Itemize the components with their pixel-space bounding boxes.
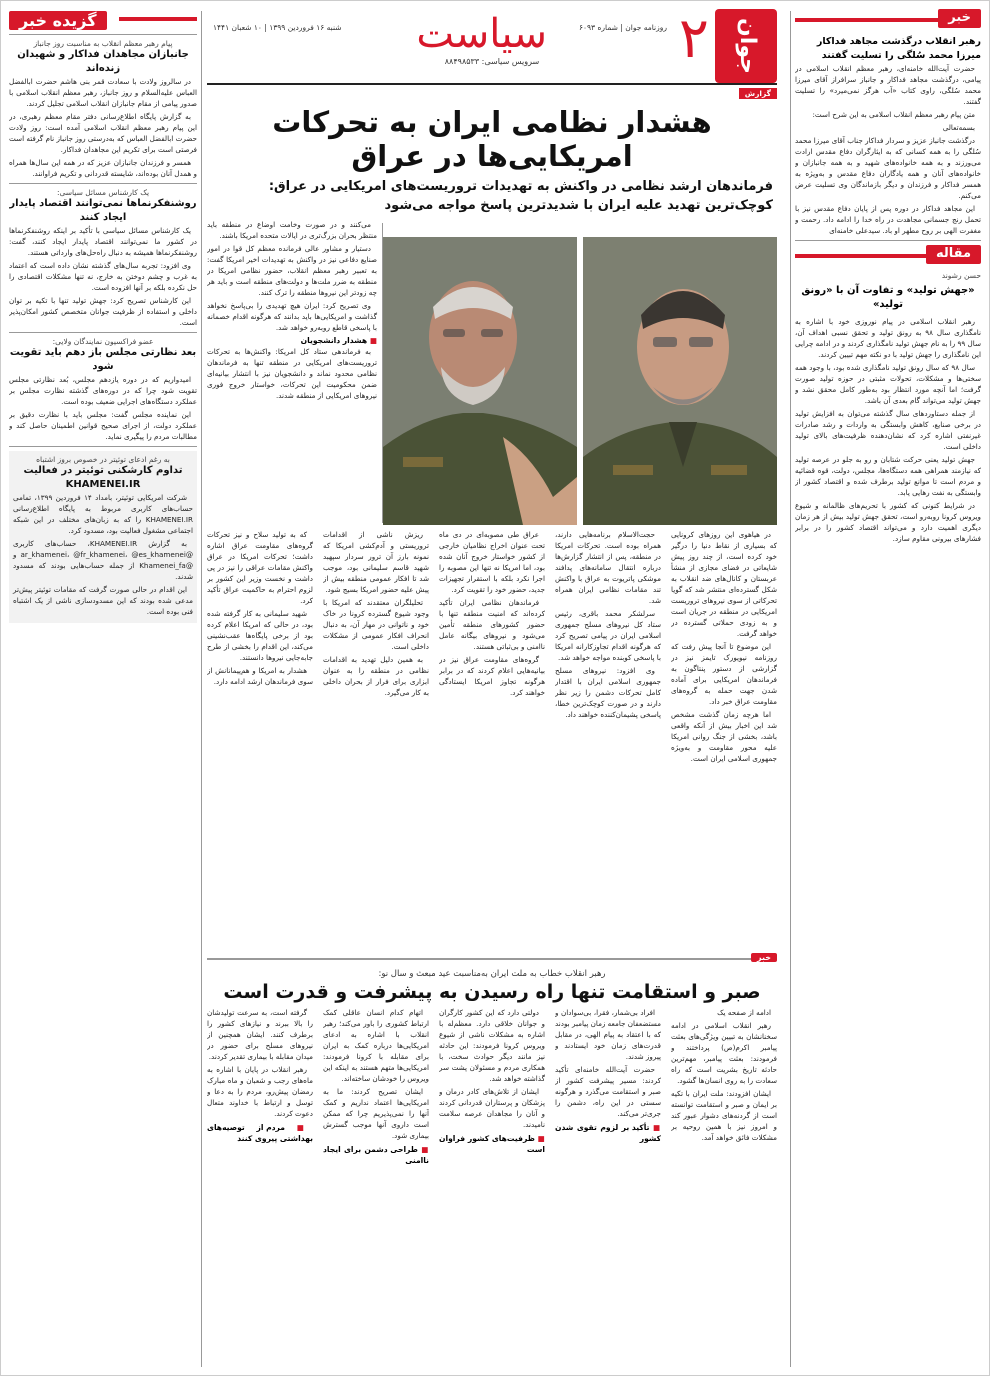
paragraph: سال ۹۸ که سال رونق تولید نامگذاری شده بود، با وجود همه سختی‌ها و مشکلات، تحولات مثبتی در حوزه تولید صورت گرفت؛ اما آنچه مورد انتظار بود به‌طور کامل محقق نشد و جهش تولید می‌تواند گام بعدی آن باشد. <box>795 363 981 405</box>
paragraph: درگذشت جانباز عزیز و سردار فداکار جناب آقای میرزا محمد سُلگی را به همه کسانی که به ایثارگران دفاع مقدس ارادت می‌ورزند و به همه خانواده‌های شهید و به همه جانبازان و خانواده‌های آنان و همه یادگاران دفاع مقدس و به‌ویژه به همسر فداکار و فرزندان و دیگر بازماندگان وی تسلیت عرض می‌کنم. <box>795 136 981 200</box>
paragraph: رهبر انقلاب اسلامی در پیام نوروزی خود با اشاره به نامگذاری سال ۹۸ به رونق تولید و تحقق نسبی اهداف آن، سال ۹۹ را به نام جهش تولید نامگذاری کردند و در ادامه چرایی این نامگذاری را جهش تولید با دو نکته مهم تبیین کردند. <box>795 317 981 359</box>
paragraph: می‌کنند و در صورت وخامت اوضاع در منطقه باید منتظر بحران بزرگ‌تری در ایالات متحده امریکا باشند. <box>207 220 377 240</box>
section-label: مقاله <box>926 245 981 264</box>
paragraph: یک کارشناس مسائل سیاسی با تأکید بر اینکه روشنفکرنماها در کشور ما نمی‌توانند اقتصاد پایدار ایجاد کنند، گفت: روشنفکرنماها همیشه به دنبال راه‌حل‌های وارداتی هستند. <box>9 226 197 257</box>
story-column <box>555 1007 661 1369</box>
paragraph: ایشان تصریح کردند: ما به امریکایی‌ها اعتماد نداریم و کمک آنها را نمی‌پذیریم چرا که ممکن است داروی آنها موجب گسترش بیماری شود. <box>323 1087 429 1140</box>
news-kicker: یک کارشناس مسائل سیاسی: <box>56 188 150 197</box>
news-title: تداوم کارشکنی توئیتر در فعالیت KHAMENEI.IR <box>23 465 183 490</box>
story-column <box>323 529 429 947</box>
paragraph: در هیاهوی این روزهای کرونایی که بسیاری از نقاط دنیا را درگیر خود کرده است، از چند روز پیش شایعاتی در فضای مجازی از منشأ عربستان و کانال‌های ضد انقلاب به شکل گسترده‌ای منتشر شد که گویا تحرکاتی از سوی نیروهای تروریست امریکایی در منطقه در جریان است و به زودی حملاتی گسترده در خواهد گرفت. <box>671 530 777 638</box>
subhead: ■ ظرفیت‌های کشور فراوان است <box>439 1133 545 1155</box>
column-divider <box>790 11 791 1367</box>
story-column <box>207 529 313 947</box>
subhead: ■ تأکید بر لزوم تقوی شدن کشور <box>555 1122 661 1144</box>
news-body <box>9 76 197 179</box>
paragraph: فرماندهان نظامی ایران تأکید کرده‌اند که امنیت منطقه تنها با حضور کشورهای منطقه تأمین می‌شود و نیروهای بیگانه عامل ناامنی و بی‌ثباتی هستند. <box>439 598 545 651</box>
paragraph: بسمه‌تعالی <box>942 123 975 132</box>
author-name: حسن رشوند <box>941 271 981 280</box>
paragraph: به گزارش پایگاه اطلاع‌رسانی دفتر مقام معظم رهبری، در این پیام رهبر معظم انقلاب اسلامی آمده است: روز ولادت حضرت ابالفضل العباس که به‌درستی روز جانباز نام گرفته است فرصتی است برای تکریم این مجاهدان فداکار. <box>9 112 197 154</box>
paragraph: که به تولید سلاح و نیز تحرکات گروه‌های مقاومت عراق اشاره داشت؛ تحرکات امریکا در عراق واکنش مقامات عراقی را نیز در پی داشت و نخست وزیر این کشور بر لزوم احترام به حاکمیت عراق تأکید کرد. <box>207 530 313 605</box>
paragraph: حضرت آیت‌الله خامنه‌ای، رهبر معظم انقلاب اسلامی در پیامی، درگذشت مجاهد فداکار و جانباز سرافراز آقای میرزا محمد سُلگی، راوی کتاب «آب هرگز نمی‌میرد» را تسلیت گفتند. <box>795 64 981 106</box>
paragraph: از جمله دستاوردهای سال گذشته می‌توان به افزایش تولید در برخی صنایع، کاهش وابستگی به واردات و رشد صادرات غیرنفتی اشاره کرد که نشان‌دهنده ظرفیت‌های بالای تولید داخلی است. <box>795 409 981 451</box>
paragraph: متن پیام رهبر معظم انقلاب اسلامی به این شرح است: <box>812 110 975 119</box>
paragraph: حضرت آیت‌الله خامنه‌ای تأکید کردند: مسیر پیشرفت کشور از صبر و استقامت می‌گذرد و هرگونه سستی در این راه، دشمن را جری‌تر می‌کند. <box>555 1065 661 1118</box>
news-title: جانبازان مجاهدان فداکار و شهیدان زنده‌اند <box>17 49 189 74</box>
center-column <box>207 9 777 1369</box>
report-tag: گزارش <box>739 88 777 99</box>
paragraph: این کارشناس تصریح کرد: جهش تولید تنها با تکیه بر توان داخلی و استفاده از ظرفیت جوانان متخصص کشور امکان‌پذیر است. <box>9 296 197 327</box>
news-title: بعد نظارتی مجلس باز دهم باید تقویت شود <box>9 347 197 372</box>
paragraph: ایشان افزودند: ملت ایران با تکیه بر ایمان و صبر و استقامت توانسته است از گردنه‌های دشوار عبور کند و امروز نیز با همین روحیه بر مشکلات فائق خواهد آمد. <box>671 1089 777 1142</box>
issue-info: روزنامه جوان | شماره ۶۰۹۳ <box>578 23 667 32</box>
paragraph: وی افزود: نیروهای مسلح جمهوری اسلامی ایران با اقتدار کامل تحرکات دشمن را زیر نظر دارند و در صورت کوچک‌ترین خطا، پاسخی پشیمان‌کننده خواهند داد. <box>555 666 661 719</box>
lead-story-columns <box>207 529 777 947</box>
story-column <box>323 1007 429 1369</box>
paragraph: رهبر انقلاب اسلامی در ادامه سخنانشان به تبیین ویژگی‌های بعثت پیامبر اکرم(ص) پرداختند و فرمودند: بعثت پیامبر، مهم‌ترین حادثه تاریخ بشریت است که راه سعادت را به روی انسان‌ها گشود. <box>671 1021 777 1085</box>
section-label: گزیده خبر <box>9 11 107 30</box>
subheadline-2: کوچک‌ترین تهدید علیه ایران با شدیدترین پاسخ مواجه می‌شود <box>384 198 773 213</box>
bottom-story-tag: خبر <box>207 953 777 967</box>
story-column <box>207 1007 313 1369</box>
news-section-header <box>795 9 981 31</box>
news-kicker: به رغم ادعای توئیتر در خصوص بروز اشتباه <box>36 455 170 464</box>
issue-date: شنبه ۱۶ فروردین ۱۳۹۹ | ۱۰ شعبان ۱۴۴۱ <box>213 23 342 32</box>
paragraph: در سالروز ولادت با سعادت قمر بنی هاشم حضرت ابالفضل العباس علیه‌السلام و روز جانباز، رهبر معظم انقلاب اسلامی با صدور پیامی از مقام جانبازان انقلاب اسلامی تجلیل کردند. <box>9 77 197 108</box>
masthead <box>207 9 777 85</box>
paragraph: گروه‌های مقاومت عراق نیز در بیانیه‌هایی اعلام کردند که در برابر هرگونه تجاوز امریکا ایستادگی خواهند کرد. <box>439 655 545 697</box>
paragraph: رهبر انقلاب در پایان با اشاره به ماه‌های رجب و شعبان و ماه مبارک رمضان پیش‌رو، مردم را به دعا و توسل و ارتباط با خداوند متعال دعوت کردند. <box>207 1065 313 1118</box>
paragraph: ایشان از تلاش‌های کادر درمان و پزشکان و پرستاران قدردانی کردند و آنان را مجاهدان عرصه سلامت نامیدند. <box>439 1087 545 1129</box>
paragraph: دولتی دارد که این کشور کارگران و جوانان خلاقی دارد. معظم‌له با اشاره به مشکلات ناشی از شیوع ویروس کرونا فرمودند: این حادثه نیز مانند دیگر حوادث سخت، با همکاری مردم و مسئولان پشت سر گذاشته خواهد شد. <box>439 1008 545 1083</box>
paragraph: وی تصریح کرد: ایران هیچ تهدیدی را بی‌پاسخ نخواهد گذاشت و امریکایی‌ها باید بدانند که هرگونه اقدام خصمانه با پاسخی قاطع روبه‌رو خواهد شد. <box>207 301 377 332</box>
bottom-story-title: صبر و استقامت تنها راه رسیدن به پیشرفت و قدرت است <box>223 981 761 1003</box>
story-column <box>671 529 777 947</box>
paragraph: حجت‌الاسلام برنامه‌هایی دارند، همراه بوده است. تحرکات امریکا در منطقه، پس از انتشار گزارش‌ها درباره انتقال سامانه‌های پدافند موشکی پاتریوت به عراق با واکنش تند مقامات نظامی ایران همراه شد. <box>555 530 661 605</box>
story-column <box>439 1007 545 1369</box>
twitter-news-box <box>9 451 197 623</box>
commander-portrait-photo <box>383 237 577 525</box>
side-column-text <box>207 219 377 333</box>
story-column <box>555 529 661 947</box>
side-column-text-2 <box>207 346 377 401</box>
paragraph: جهش تولید یعنی حرکت شتابان و رو به جلو در عرصه تولید که نیازمند همراهی همه دستگاه‌ها، مجلس، دولت، قوه قضائیه و مردم است تا موانع تولید برطرف شده و اقتصاد کشور از وابستگی به نفت رهایی یابد. <box>795 455 981 497</box>
paragraph: تحلیلگران معتقدند که امریکا با وجود شیوع گسترده کرونا در خاک خود و ناتوانی در مهار آن، به دنبال انحراف افکار عمومی از مشکلات داخلی است. <box>323 598 429 651</box>
bottom-story-kicker: رهبر انقلاب خطاب به ملت ایران به‌مناسبت عید مبعث و سال نو: <box>378 969 606 979</box>
news-kicker: عضو فراکسیون نمایندگان ولایی: <box>52 337 154 346</box>
newspaper-logo: جوان <box>715 9 777 83</box>
subhead: ■ مردم از توصیه‌های بهداشتی پیروی کنند <box>207 1122 313 1144</box>
news-title: رهبر انقلاب درگذشت مجاهد فداکار میرزا محمد سُلگی را تسلیت گفتند <box>816 36 981 61</box>
lead-side-column <box>207 219 377 403</box>
paragraph: به همین دلیل تهدید به اقدامات نظامی در منطقه را به عنوان ابزاری برای فرار از بحران داخلی به کار می‌گیرد. <box>323 655 429 697</box>
news-title: روشنفکرنماها نمی‌توانند اقتصاد پایدار ایجاد کنند <box>9 198 197 223</box>
news-kicker: پیام رهبر معظم انقلاب به مناسبت روز جانباز <box>33 39 173 48</box>
section-label: خبر <box>938 9 981 28</box>
story-column <box>439 529 545 947</box>
paragraph: گرفته است، به سرعت تولیدشان را بالا ببرند و نیازهای کشور را برطرف کنند. ایشان همچنین از نیروهای مسلح برای حضور در میدان مقابله با بیماری تقدیر کردند. <box>207 1008 313 1061</box>
subheadline-1: فرماندهان ارشد نظامی در واکنش به تهدیدات تروریست‌های امریکایی در عراق: <box>268 179 773 194</box>
paragraph: عراق طی مصوبه‌ای در دی ماه تحت عنوان اخراج نظامیان خارجی از کشور خواستار خروج آنان شده بود، اما امریکا نه تنها این مصوبه را اجرا نکرد بلکه با استقرار تجهیزات جدید، حضور خود را تقویت کرد. <box>439 530 545 594</box>
news-body <box>9 225 197 328</box>
headline: هشدار نظامی ایران به تحرکات امریکایی‌ها در عراق <box>272 105 712 173</box>
paragraph: همسر و فرزندان جانبازان عزیز که در همه این سال‌ها همراه و همدل آنان بوده‌اند، شایسته قدردانی و تکریم فراوانند. <box>9 158 197 178</box>
side-subhead: ■ هشدار دانشجویان <box>207 336 377 345</box>
paragraph: اما هرچه زمان گذشت مشخص شد این اخبار بیش از آنکه واقعی باشد، بخشی از جنگ روانی امریکا علیه محور مقاومت و به‌ویژه جمهوری اسلامی ایران است. <box>671 710 777 763</box>
paragraph: امیدواریم که در دوره یازدهم مجلس، بُعد نظارتی مجلس تقویت شود چرا که در دوره‌های گذشته نظارت مجلس بر عملکرد دستگاه‌های اجرایی ضعیف بوده است. <box>9 375 197 406</box>
page-number: ۲ <box>678 9 709 71</box>
paragraph: این مجاهد فداکار در دوره پس از پایان دفاع مقدس نیز با تحمل رنج جسمانی مجاهدت در راه خدا را ادامه داد. رحمت و مغفرت الهی بر روح مطهر او باد. سیدعلی خامنه‌ای <box>795 204 981 235</box>
paragraph: شهید سلیمانی به کار گرفته شده بود، در حالی که امریکا اعلام کرده بود از برخی پایگاه‌ها عقب‌نشینی می‌کند، این اقدام را بخشی از طرح جابه‌جایی نیروها دانستند. <box>207 609 313 662</box>
desk-phone: سرویس سیاسی: ۸۸۴۹۸۵۳۳ <box>444 57 540 66</box>
paragraph: ادامه از صفحه یک <box>717 1008 771 1017</box>
left-column <box>9 9 197 1369</box>
general-portrait-photo <box>583 237 777 525</box>
paragraph: به گزارش KHAMENEI.IR، حساب‌های کاربری @ar_khamenei، @fr_khamenei، @es_khamenei و @Khamenei_fa از جمله حساب‌هایی بودند که مسدود شدند. <box>13 539 193 581</box>
section-name: سیاست <box>416 11 547 57</box>
paragraph: این اقدام در حالی صورت گرفت که مقامات توئیتر پیش‌تر مدعی شده بودند که این مسدودسازی ناشی از یک اشتباه فنی بوده است. <box>13 585 193 616</box>
paragraph: دستیار و مشاور عالی فرمانده معظم کل قوا در امور صنایع دفاعی نیز در واکنش به تهدیدات اخیر امریکا گفت: به تعبیر رهبر معظم انقلاب، حضور نظامی امریکا در منطقه به ضرر ملت‌ها و دولت‌های منطقه است و باید هر چه زودتر این نیروها منطقه را ترک کنند. <box>207 244 377 297</box>
news-body <box>13 492 193 617</box>
paragraph: به فرماندهی ستاد کل امریکا: واکنش‌ها به تحرکات تروریست‌های امریکایی در منطقه تنها به فرماندهان نظامی محدود نماند و دانشجویان نیز با انتشار بیانیه‌ای ضمن محکومیت این تحرکات، خواستار خروج فوری نیروهای امریکایی از منطقه شدند. <box>207 347 377 400</box>
article-section-header <box>795 245 981 267</box>
paragraph: این موضوع تا آنجا پیش رفت که روزنامه نیویورک تایمز نیز در گزارشی از دستور پنتاگون به فرماندهان امریکایی برای آماده شدن جهت حمله به گروه‌های مقاومت عراق خبر داد. <box>671 642 777 706</box>
paragraph: وی افزود: تجربه سال‌های گذشته نشان داده است که اعتماد به غرب و چشم دوختن به خارج، نه تنها مشکلات اقتصادی را حل نکرده بلکه بر آنها افزوده است. <box>9 261 197 292</box>
news-body <box>9 374 197 442</box>
paragraph: در شرایط کنونی که کشور با تحریم‌های ظالمانه و شیوع ویروس کرونا روبه‌رو است، تحقق جهش تولید بیش از هر زمان دیگری اهمیت دارد و می‌تواند اقتصاد کشور را در برابر فشارهای بیرونی مقاوم سازد. <box>795 501 981 543</box>
subhead: ■ طراحی دشمن برای ایجاد ناامنی <box>323 1144 429 1166</box>
bottom-story-columns <box>207 1007 777 1369</box>
paragraph: شرکت امریکایی توئیتر، بامداد ۱۴ فروردین ۱۳۹۹، تمامی حساب‌های کاربری مربوط به پایگاه اطلاع‌رسانی KHAMENEI.IR را که به زبان‌های مختلف در این شبکه اجتماعی مشغول فعالیت بود، مسدود کرد. <box>13 493 193 535</box>
story-column <box>671 1007 777 1369</box>
paragraph: اتهام کدام انسان عاقلی کمک ارتباط کشوری را باور می‌کند؛ رهبر انقلاب با اشاره به ادعای امریکایی‌ها درباره کمک به ایران برای مقابله با کرونا فرمودند: امریکایی‌ها متهم هستند به اینکه این ویروس را خودشان ساخته‌اند. <box>323 1008 429 1083</box>
article-body <box>795 316 981 544</box>
highlights-header <box>9 9 197 35</box>
right-column <box>795 9 981 1369</box>
paragraph: سرلشکر محمد باقری، رئیس ستاد کل نیروهای مسلح جمهوری اسلامی ایران در پیامی تصریح کرد که هرگونه اقدام تجاوزکارانه امریکا با پاسخی کوبنده مواجه خواهد شد. <box>555 609 661 662</box>
lead-photos <box>383 237 777 525</box>
paragraph: افراد بی‌شمار، فقرا، بی‌سوادان و مستضعفان جامعه زمان پیامبر بودند که با اعتقاد به پیام الهی، در مقابل قدرت‌های زمان خود ایستادند و پیروز شدند. <box>555 1008 661 1061</box>
paragraph: این نماینده مجلس گفت: مجلس باید با نظارت دقیق بر عملکرد دولت، از اجرای صحیح قوانین اطمینان حاصل کند و مطالبات مردم را پیگیری نماید. <box>9 410 197 441</box>
bottom-story <box>207 953 777 1369</box>
article-title: «جهش تولید» و تفاوت آن با «رونق تولید» <box>801 285 975 310</box>
column-divider <box>201 11 202 1367</box>
news-body <box>795 63 981 236</box>
paragraph: ریزش ناشی از اقدامات تروریستی و آدم‌کشی امریکا که نمونه بارز آن ترور سردار سپهبد شهید قاسم سلیمانی بود، موجب شد تا افکار عمومی منطقه بیش از پیش علیه حضور امریکا بسیج شود. <box>323 530 429 594</box>
paragraph: هشدار به امریکا و هم‌پیمانانش از سوی فرماندهان ارشد ادامه دارد. <box>207 666 313 686</box>
